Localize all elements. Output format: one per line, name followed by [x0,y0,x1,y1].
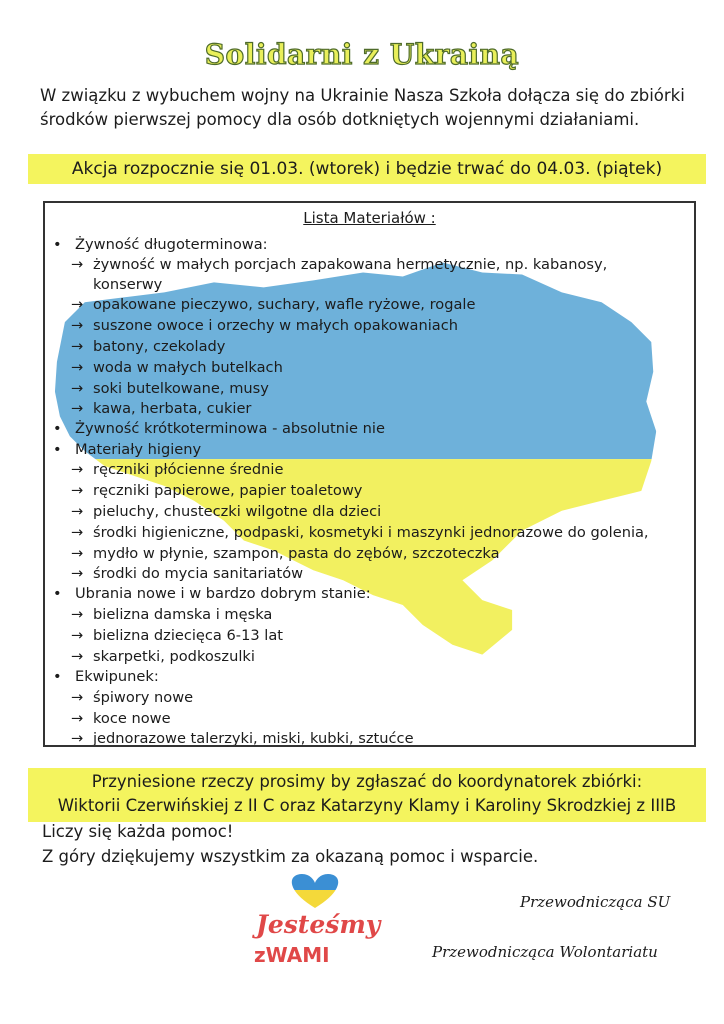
list-subitem: → koce nowe [71,710,171,727]
list-subitem: → żywność w małych porcjach zapakowana hermetycznie, np. kabanosy, [71,256,608,273]
list-subitem: → mydło w płynie, szampon, pasta do zębów, szczoteczka [71,545,500,562]
signature-volunteering: Przewodnicząca Wolontariatu [432,943,658,961]
list-subitem: → skarpetki, podkoszulki [71,648,255,665]
logo-text-zwami: zWAMI [254,943,330,967]
materials-list-title: Lista Materiałów : [303,209,436,227]
list-subitem: → środki do mycia sanitariatów [71,565,304,582]
heart-icon [250,870,380,910]
list-subitem: → ręczniki płócienne średnie [71,461,284,478]
list-subitem: → batony, czekolady [71,338,226,355]
list-item: • Ekwipunek: [53,668,159,685]
list-subitem: → śpiwory nowe [71,689,194,706]
list-subitem: → bielizna dziecięca 6-13 lat [71,627,283,644]
jestesmy-z-wami-logo [250,870,380,970]
list-item: • Ubrania nowe i w bardzo dobrym stanie: [53,585,371,602]
closing-line-1: Liczy się każda pomoc! [42,822,234,841]
action-dates-banner: Akcja rozpocznie się 01.03. (wtorek) i będzie trwać do 04.03. (piątek) [28,154,706,184]
closing-line-2: Z góry dziękujemy wszystkim za okazaną pomoc i wsparcie. [42,847,539,866]
intro-paragraph: W związku z wybuchem wojny na Ukrainie Nasza Szkoła dołącza się do zbiórki środków pierwszej pomocy dla osób dotkniętych wojennymi działaniami. [40,86,685,129]
coordinators-banner [28,768,706,822]
coordinators-line-2: Wiktorii Czerwińskiej z II C oraz Katarzyny Klamy i Karoliny Skrodzkiej z IIIB [57,796,677,815]
list-subitem: → suszone owoce i orzechy w małych opakowaniach [71,317,458,334]
signature-su: Przewodnicząca SU [520,893,671,911]
list-subitem: → woda w małych butelkach [71,359,283,376]
list-subitem: → soki butelkowane, musy [71,380,269,397]
list-item: • Żywność krótkoterminowa - absolutnie nie [53,420,385,437]
coordinators-line-1: Przyniesione rzeczy prosimy by zgłaszać do koordynatorek zbiórki: [91,772,643,791]
page-title: Solidarni z Ukrainą [204,38,520,71]
list-subitem: → środki higieniczne, podpaski, kosmetyki i maszynki jednorazowe do golenia, [71,524,649,541]
list-subitem: → ręczniki papierowe, papier toaletowy [71,482,363,499]
list-subitem: → pieluchy, chusteczki wilgotne dla dzieci [71,503,382,520]
list-subitem: → jednorazowe talerzyki, miski, kubki, sztućce [71,730,414,747]
list-subitem: → opakowane pieczywo, suchary, wafle ryżowe, rogale [71,296,476,313]
list-subitem-continuation: konserwy [93,276,163,293]
materials-list-box [43,201,696,747]
list-item: • Materiały higieny [53,441,202,458]
logo-text-jestesmy: Jesteśmy [256,910,381,939]
list-subitem: → kawa, herbata, cukier [71,400,252,417]
list-item: • Żywność długoterminowa: [53,236,268,253]
list-subitem: → bielizna damska i męska [71,606,273,623]
